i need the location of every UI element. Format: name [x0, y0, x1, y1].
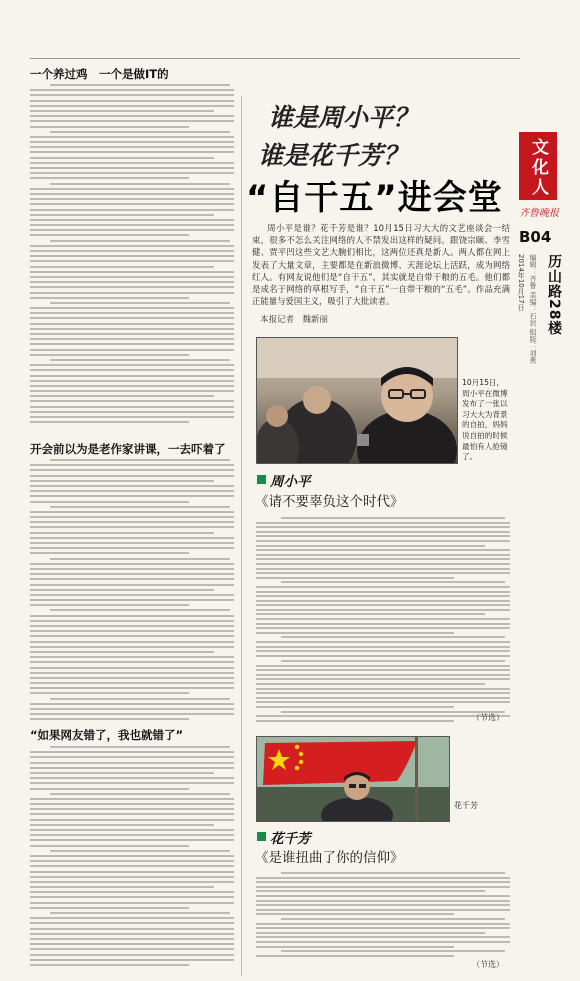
hua-name: 花千芳: [270, 831, 311, 847]
selfie-illustration: [257, 338, 457, 463]
top-rule: [30, 58, 520, 59]
photo-zhou-selfie: [256, 337, 458, 464]
left-headline-1: 一个养过鸡 一个是做IT的: [30, 67, 169, 81]
zhou-name: 周小平: [270, 474, 311, 490]
photo-hua-flag: [256, 736, 450, 822]
left-headline-2: 开会前以为是老作家讲课，一去吓着了: [30, 442, 226, 456]
newspaper-name: 齐鲁晚报: [519, 208, 559, 219]
left-text-block-3: [30, 746, 234, 972]
photo-2-credit: 花千芳: [454, 801, 478, 810]
zhou-article-title: 《请不要辜负这个时代》: [255, 494, 404, 510]
headline-line-1: 谁是周小平？: [268, 103, 419, 132]
section-name: 文化人: [528, 138, 548, 198]
byline: 本报记者 魏新丽: [260, 315, 329, 325]
headline-line-2: 谁是花千芳？: [258, 141, 409, 170]
lead-text: 周小平是谁？花千芳是谁？10月15日习大大的文艺座谈会一结束，很多不怎么关注网络的人不禁发出这样的疑问。跟饶宗颐、李雪健、贾平凹这些文艺大腕们相比，这两位还真是新人。两人都在网上发表了大量文章，主要都是在新浪微博、天涯论坛上活跃，成为网络红人。有网友说他们是“自干五”，其实就是自带干粮的五毛。他们都是成名于网络的草根写手，“自干五”一自带干粮的“五毛”。作品充满正能量与爱国主义，吸引了大批读者。: [252, 223, 510, 307]
left-text-block-1: [30, 84, 234, 438]
flag-illustration: [257, 737, 449, 821]
hua-marker: [257, 832, 266, 841]
editor-line: 编辑：齐鲁 美编：石岩 组版：刘燕: [529, 254, 537, 364]
headline-main: “自干五”进会堂: [246, 178, 503, 218]
column-title: 历山路28楼: [546, 254, 562, 336]
hua-article-title: 《是谁扭曲了你的信仰》: [255, 850, 404, 866]
photo-1-caption: 10月15日，周小平在微博发布了一张以习大大为背景的自拍，妈妈说自拍的时候最怕有人抢镜了。: [462, 378, 508, 462]
left-text-block-2: [30, 459, 234, 723]
column-separator: [241, 96, 242, 976]
page-number: B04: [519, 228, 552, 246]
hua-text: [256, 872, 510, 964]
hua-note: （节选）: [472, 960, 504, 969]
left-headline-3: “如果网友错了，我也就错了”: [30, 728, 184, 742]
zhou-text: [256, 517, 510, 657]
zhou-marker: [257, 475, 266, 484]
date-line: 2014年10月17日: [517, 254, 525, 311]
zhou-note: （节选）: [472, 713, 504, 722]
section-badge: [519, 132, 557, 200]
